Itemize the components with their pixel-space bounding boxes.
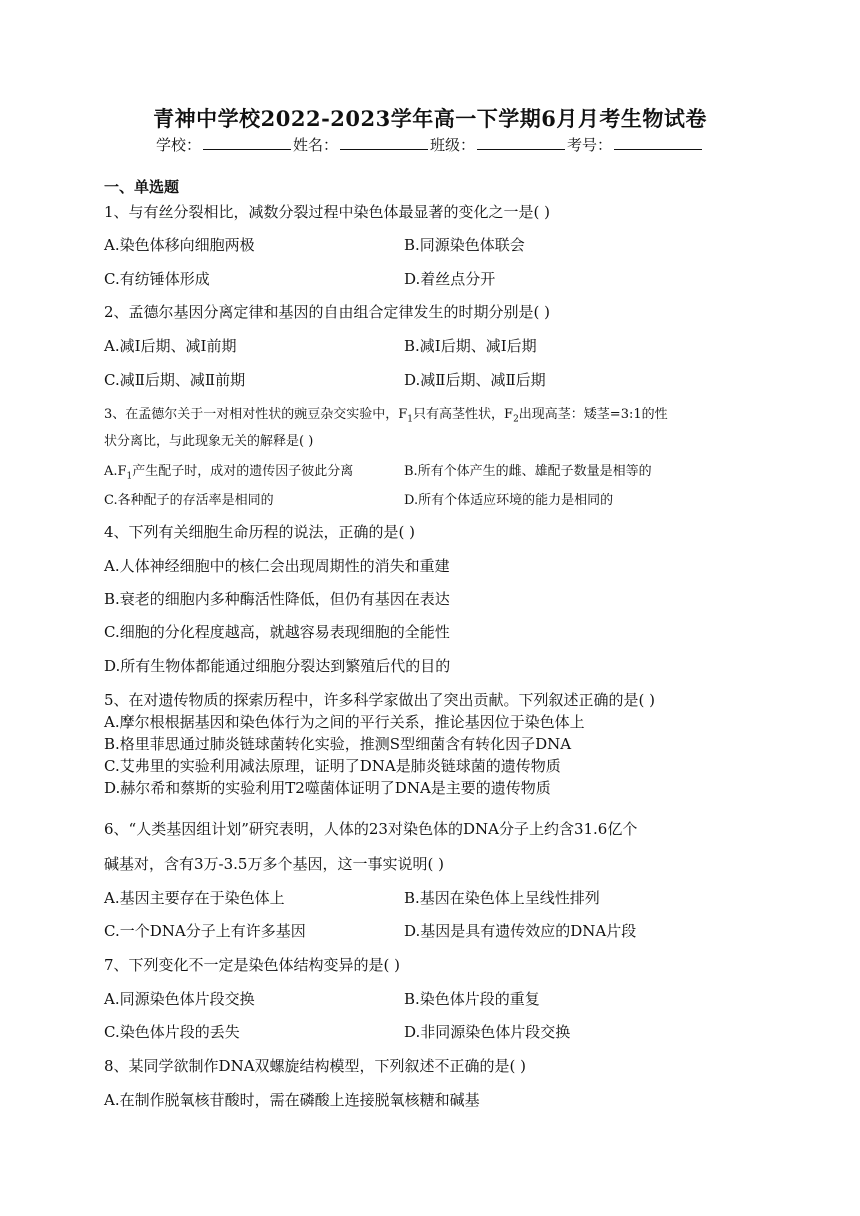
q6-option-a: A.基因主要存在于染色体上	[104, 889, 285, 907]
class-label: 班级：	[430, 136, 476, 154]
exam-no-label: 考号：	[567, 136, 613, 154]
school-label: 学校：	[155, 136, 201, 154]
question-3-stem-line1	[104, 403, 668, 425]
q1-option-d: D.着丝点分开	[404, 270, 496, 288]
q6-option-b: B.基因在染色体上呈线性排列	[404, 889, 600, 907]
q2-option-c: C.减Ⅱ后期、减Ⅱ前期	[104, 371, 246, 389]
q2-option-b: B.减Ⅰ后期、减Ⅰ后期	[404, 337, 537, 355]
question-3-stem-line2: 状分离比，与此现象无关的解释是( )	[104, 434, 314, 449]
question-8-stem: 8、某同学欲制作DNA双螺旋结构模型，下列叙述不正确的是( )	[104, 1057, 527, 1075]
q4-option-d: D.所有生物体都能通过细胞分裂达到繁殖后代的目的	[104, 657, 451, 675]
q3-option-d: D.所有个体适应环境的能力是相同的	[404, 493, 614, 508]
q5-option-d: D.赫尔希和蔡斯的实验利用T2噬菌体证明了DNA是主要的遗传物质	[104, 779, 551, 797]
question-6-stem-line2: 碱基对，含有3万-3.5万多个基因，这一事实说明( )	[104, 855, 444, 873]
question-2-stem: 2、孟德尔基因分离定律和基因的自由组合定律发生的时期分别是( )	[104, 303, 551, 321]
q3-option-c: C.各种配子的存活率是相同的	[104, 493, 274, 508]
q5-option-b: B.格里菲思通过肺炎链球菌转化实验，推测S型细菌含有转化因子DNA	[104, 735, 572, 753]
q3-option-a	[104, 460, 353, 482]
question-1-stem: 1、与有丝分裂相比，减数分裂过程中染色体最显著的变化之一是( )	[104, 203, 551, 221]
q7-option-b: B.染色体片段的重复	[404, 990, 540, 1008]
question-5-stem: 5、在对遗传物质的探索历程中，许多科学家做出了突出贡献。下列叙述正确的是( )	[104, 691, 656, 709]
q3-stem-part: 3、在孟德尔关于一对相对性状的豌豆杂交实验中，F	[104, 407, 408, 422]
q6-option-d: D.基因是具有遗传效应的DNA片段	[404, 922, 637, 940]
q1-option-b: B.同源染色体联会	[404, 236, 525, 254]
q1-option-c: C.有纺锤体形成	[104, 270, 210, 288]
q3-a-sub: 1	[126, 471, 133, 482]
q5-option-a: A.摩尔根根据基因和染色体行为之间的平行关系，推论基因位于染色体上	[104, 713, 585, 731]
q4-option-a: A.人体神经细胞中的核仁会出现周期性的消失和重建	[104, 557, 450, 575]
name-label: 姓名：	[292, 136, 338, 154]
class-blank[interactable]	[477, 135, 565, 150]
section-heading: 一、单选题	[104, 178, 180, 196]
q3-a-part: 产生配子时，成对的遗传因子彼此分离	[132, 464, 354, 479]
q3-a-part: A.F	[104, 464, 127, 479]
q5-option-c: C.艾弗里的实验利用减法原理，证明了DNA是肺炎链球菌的遗传物质	[104, 757, 561, 775]
question-7-stem: 7、下列变化不一定是染色体结构变异的是( )	[104, 956, 401, 974]
q3-option-b: B.所有个体产生的雌、雄配子数量是相等的	[404, 464, 652, 479]
q2-option-d: D.减Ⅱ后期、减Ⅱ后期	[404, 371, 546, 389]
q8-option-a: A.在制作脱氧核苷酸时，需在磷酸上连接脱氧核糖和碱基	[104, 1091, 480, 1109]
q7-option-d: D.非同源染色体片段交换	[404, 1023, 571, 1041]
exam-no-blank[interactable]	[614, 135, 702, 150]
q7-option-c: C.染色体片段的丢失	[104, 1023, 240, 1041]
q4-option-b: B.衰老的细胞内多种酶活性降低，但仍有基因在表达	[104, 590, 450, 608]
q3-stem-part: 只有高茎性状，F	[413, 407, 514, 422]
q3-sub-f1: 1	[407, 414, 414, 425]
q6-option-c: C.一个DNA分子上有许多基因	[104, 922, 306, 940]
q7-option-a: A.同源染色体片段交换	[104, 990, 255, 1008]
exam-title: 青神中学校2022-2023学年高一下学期6月月考生物试卷	[153, 106, 707, 131]
school-blank[interactable]	[203, 135, 291, 150]
q4-option-c: C.细胞的分化程度越高，就越容易表现细胞的全能性	[104, 623, 450, 641]
name-blank[interactable]	[340, 135, 428, 150]
q3-stem-part: 出现高茎：矮茎=3:1的性	[518, 407, 668, 422]
q3-sub-f2: 2	[513, 414, 519, 425]
question-4-stem: 4、下列有关细胞生命历程的说法，正确的是( )	[104, 523, 416, 541]
q1-option-a: A.染色体移向细胞两极	[104, 236, 255, 254]
q2-option-a: A.减Ⅰ后期、减Ⅰ前期	[104, 337, 237, 355]
question-6-stem-line1: 6、“人类基因组计划”研究表明，人体的23对染色体的DNA分子上约含31.6亿个	[104, 820, 638, 838]
student-info-line	[0, 134, 860, 155]
